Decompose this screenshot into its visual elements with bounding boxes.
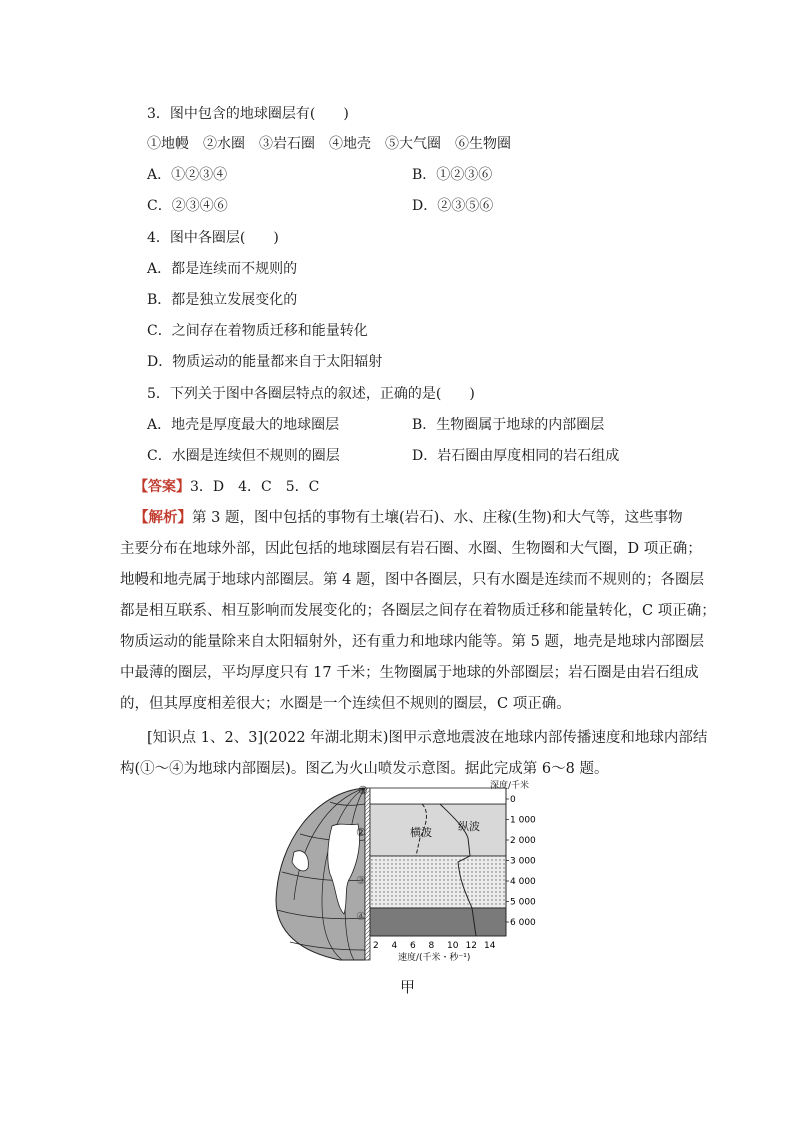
q4-option-c: C．之间存在着物质迁移和能量转化 (147, 323, 368, 339)
q4-option-d: D．物质运动的能量都来自于太阳辐射 (147, 354, 383, 370)
depth-tick-label: 5 000 (510, 897, 536, 908)
analysis-line-6: 中最薄的圈层，平均厚度只有 17 千米；生物圈属于地球的外部圈层；岩石圈是由岩石组成 (120, 665, 699, 681)
q3-option-a: A．①②③④ (147, 167, 228, 183)
p-wave-label: 纵波 (458, 820, 480, 833)
q4-option-a: A．都是连续而不规则的 (147, 261, 298, 277)
q5-option-a: A．地壳是厚度最大的地球圈层 (147, 417, 340, 433)
q5-stem: 5．下列关于图中各圈层特点的叙述，正确的是( ) (147, 386, 475, 402)
layer-mark-4: ④ (356, 910, 366, 923)
speed-axis-label: 速度/(千米・秒⁻¹) (398, 953, 471, 963)
q3-items: ①地幔 ②水圈 ③岩石圈 ④地壳 ⑤大气圈 ⑥生物圈 (147, 136, 511, 152)
depth-tick-label: 1 000 (510, 815, 536, 826)
q4-option-b: B．都是独立发展变化的 (147, 292, 298, 308)
answer-line (134, 477, 319, 497)
globe (276, 788, 365, 960)
speed-tick-label: 12 (465, 941, 477, 951)
speed-tick-label: 4 (391, 941, 398, 951)
depth-tick-label: 3 000 (510, 856, 536, 867)
analysis-tag: 【解析】 (134, 509, 192, 526)
layer-mark-2: ② (356, 826, 366, 839)
answer-text: 3．D 4．C 5．C (190, 479, 320, 495)
q5-option-b: B．生物圈属于地球的内部圈层 (412, 417, 605, 433)
analysis-line-3: 地幔和地壳属于地球内部圈层。第 4 题，图中各圈层，只有水圈是连续而不规则的；各圈层 (120, 572, 704, 588)
figure-caption: 甲 (400, 978, 416, 996)
speed-tick-label: 2 (373, 941, 379, 951)
analysis-text-1: 第 3 题，图中包括的事物有土壤(岩石)、水、庄稼(生物)和大气等，这些事物 (192, 510, 683, 526)
speed-axis (370, 936, 506, 963)
q5-option-c: C．水圈是连续但不规则的圈层 (147, 448, 340, 464)
analysis-line-1 (134, 508, 682, 528)
depth-tick-label: 6 000 (510, 918, 536, 928)
q5-option-d: D．岩石圈由厚度相同的岩石组成 (412, 448, 620, 464)
analysis-line-2: 主要分布在地球外部，因此包括的地球圈层有岩石圈、水圈、生物圈和大气圈，D 项正确； (120, 541, 702, 557)
depth-tick-label: 0 (510, 795, 516, 805)
q3-stem: 3．图中包含的地球圈层有( ) (147, 106, 349, 122)
depth-tick-label: 2 000 (510, 836, 536, 846)
depth-axis-label: 深度/千米 (490, 781, 530, 791)
speed-tick-label: 14 (484, 941, 496, 951)
depth-tick-label: 4 000 (510, 877, 536, 887)
cross-section (370, 788, 506, 936)
layer-mark-3: ③ (356, 874, 366, 887)
earth-structure-figure (270, 781, 536, 963)
intro-line-1: [知识点 1、2、3](2022 年湖北期末)图甲示意地震波在地球内部传播速度和地球内部结 (147, 730, 708, 746)
s-wave-label: 横波 (410, 826, 432, 839)
answer-tag: 【答案】 (134, 479, 190, 495)
speed-tick-label: 10 (447, 941, 459, 951)
analysis-line-4: 都是相互联系、相互影响而发展变化的；各圈层之间存在着物质迁移和能量转化，C 项正确； (120, 603, 716, 619)
analysis-line-5: 物质运动的能量除来自太阳辐射外，还有重力和地球内能等。第 5 题，地壳是地球内部圈层 (120, 634, 704, 650)
analysis-line-7: 的，但其厚度相差很大；水圈是一个连续但不规则的圈层，C 项正确。 (120, 696, 571, 712)
speed-tick-label: 8 (428, 941, 435, 951)
layer-mark-1: ① (358, 784, 368, 797)
q3-option-d: D．②③⑤⑥ (412, 198, 494, 214)
q3-option-c: C．②③④⑥ (147, 198, 228, 214)
q4-stem: 4．图中各圈层( ) (147, 230, 279, 246)
speed-tick-label: 6 (410, 941, 416, 951)
intro-line-2: 构(①～④为地球内部圈层)。图乙为火山喷发示意图。据此完成第 6～8 题。 (120, 761, 609, 777)
q3-option-b: B．①②③⑥ (412, 167, 493, 183)
